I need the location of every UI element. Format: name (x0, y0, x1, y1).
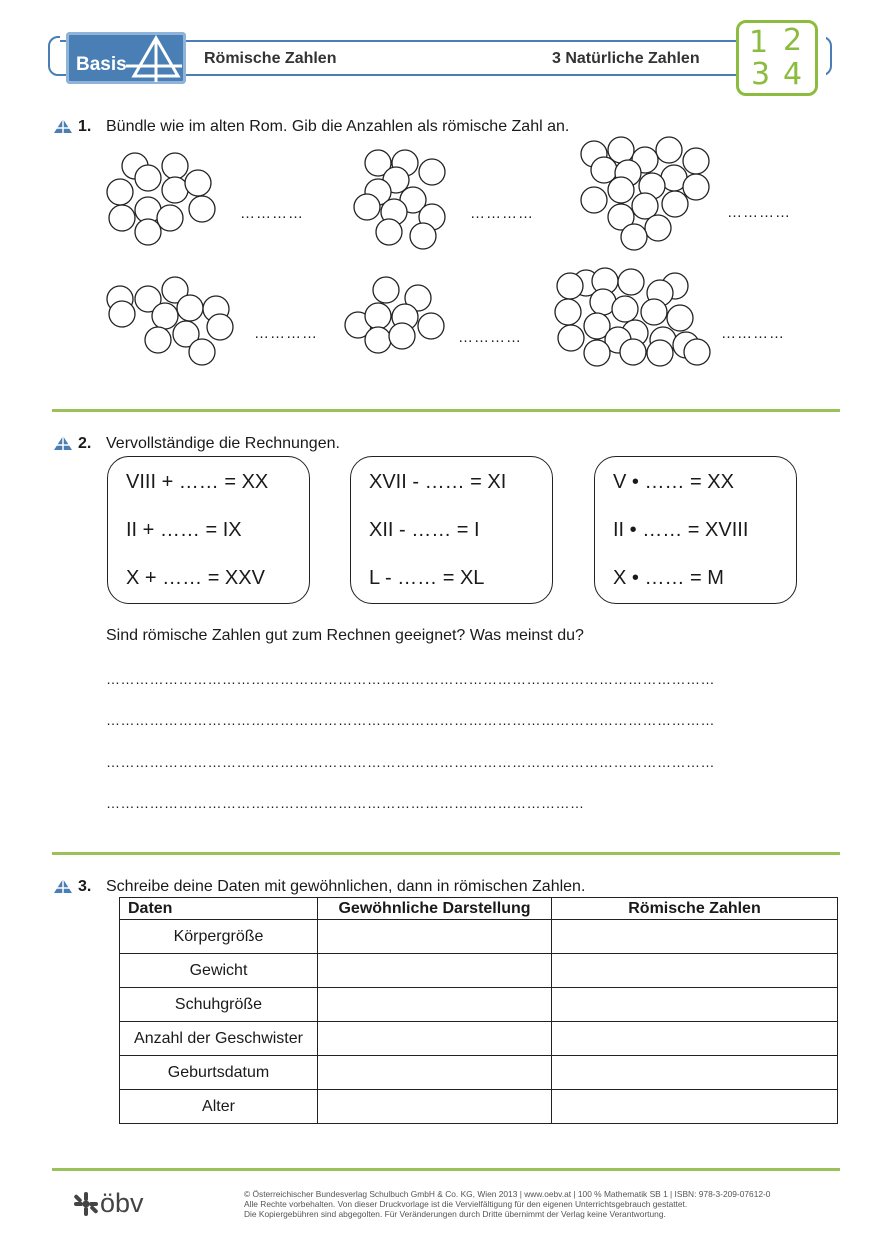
calc-line[interactable]: II + …… = IX (126, 519, 242, 541)
roman-value-cell[interactable] (552, 988, 838, 1022)
section-divider (52, 409, 840, 412)
task3-number: 3. (78, 878, 92, 895)
calc-line[interactable]: VIII + …… = XX (126, 471, 269, 493)
column-header: Gewöhnliche Darstellung (318, 898, 552, 920)
answer-blank-1[interactable]: ………… (240, 205, 304, 222)
personal-data-table (119, 897, 838, 1124)
copyright-line: Alle Rechte vorbehalten. Von dieser Druckvorlage ist die Vervielfältigung für den eigenen Unterrichtsgebrauch gestattet. (244, 1199, 688, 1209)
table-header-row (120, 898, 838, 920)
answer-blank-6[interactable]: ………… (721, 325, 785, 342)
publisher-logo: öbv (100, 1188, 144, 1218)
task3-instruction: Schreibe deine Daten mit gewöhnlichen, dann in römischen Zahlen. (106, 878, 586, 895)
table-row (120, 954, 838, 988)
table-row (120, 920, 838, 954)
circle-group-6 (555, 268, 710, 366)
normal-value-cell[interactable] (318, 920, 552, 954)
answer-blank-5[interactable]: ………… (458, 329, 522, 346)
circle-group-3 (581, 137, 709, 250)
publisher-star-icon (72, 1190, 100, 1218)
row-label: Alter (120, 1090, 318, 1124)
answer-blank-2[interactable]: ………… (470, 205, 534, 222)
task2-question: Sind römische Zahlen gut zum Rechnen geeignet? Was meinst du? (106, 627, 584, 644)
calc-box-addition (107, 456, 310, 604)
circle-group-1 (107, 153, 215, 245)
calc-box-multiplication (594, 456, 797, 604)
chapter-title: 3 Natürliche Zahlen (552, 50, 700, 67)
task1-number: 1. (78, 118, 92, 135)
normal-value-cell[interactable] (318, 988, 552, 1022)
level-label: Basis (76, 54, 127, 75)
task2-number: 2. (78, 435, 92, 452)
answer-line[interactable]: ……………………………………………………………………………………………………………… (106, 671, 715, 687)
table-row (120, 1022, 838, 1056)
row-label: Schuhgröße (120, 988, 318, 1022)
footer-divider (52, 1168, 840, 1171)
logo-digit: 1 (749, 25, 769, 60)
task1-instruction: Bündle wie im alten Rom. Gib die Anzahlen als römische Zahl an. (106, 118, 570, 135)
circle-group-2 (354, 150, 445, 249)
roman-value-cell[interactable] (552, 1090, 838, 1124)
calc-line[interactable]: V • …… = XX (613, 471, 734, 493)
logo-digit: 3 (751, 57, 771, 92)
copyright-line: Die Kopiergebühren sind abgegolten. Für Veränderungen durch Dritte übernimmt der Verlag keine Verantwortung. (244, 1209, 666, 1219)
answer-blank-3[interactable]: ………… (727, 204, 791, 221)
normal-value-cell[interactable] (318, 1056, 552, 1090)
level-triangle-icon (54, 878, 74, 894)
row-label: Anzahl der Geschwister (120, 1022, 318, 1056)
calc-line[interactable]: XVII - …… = XI (369, 471, 507, 493)
answer-line[interactable]: ……………………………………………………………………………………………………………… (106, 712, 715, 728)
circle-group-4 (107, 277, 233, 365)
task2-instruction: Vervollständige die Rechnungen. (106, 435, 340, 452)
calc-line[interactable]: XII - …… = I (369, 519, 480, 541)
table-row (120, 1090, 838, 1124)
row-label: Geburtsdatum (120, 1056, 318, 1090)
table-row (120, 988, 838, 1022)
worksheet-title: Römische Zahlen (204, 50, 337, 67)
copyright-notice (244, 1189, 770, 1219)
roman-value-cell[interactable] (552, 1022, 838, 1056)
column-header: Römische Zahlen (552, 898, 838, 920)
calc-line[interactable]: II • …… = XVIII (613, 519, 749, 541)
answer-blank-4[interactable]: ………… (254, 325, 318, 342)
calc-box-subtraction (350, 456, 553, 604)
roman-value-cell[interactable] (552, 954, 838, 988)
normal-value-cell[interactable] (318, 1022, 552, 1056)
section-divider (52, 852, 840, 855)
level-triangle-icon (54, 435, 74, 451)
logo-digit: 4 (783, 57, 803, 92)
roman-value-cell[interactable] (552, 1056, 838, 1090)
answer-line[interactable]: ……………………………………………………………………………………………………………… (106, 754, 715, 770)
normal-value-cell[interactable] (318, 1090, 552, 1124)
calc-line[interactable]: X • …… = M (613, 567, 724, 589)
calc-line[interactable]: L - …… = XL (369, 567, 485, 589)
circle-group-5 (345, 277, 444, 353)
table-row (120, 1056, 838, 1090)
answer-line[interactable]: ……………………………………………………………………………………… (106, 795, 585, 811)
copyright-line: © Österreichischer Bundesverlag Schulbuch GmbH & Co. KG, Wien 2013 | www.oebv.at | 100 % Mathematik SB 1 | ISBN: 978-3-209-07612-0 (244, 1189, 771, 1199)
column-header: Daten (120, 898, 318, 920)
logo-digit: 2 (783, 23, 803, 58)
normal-value-cell[interactable] (318, 954, 552, 988)
calc-line[interactable]: X + …… = XXV (126, 567, 265, 589)
row-label: Gewicht (120, 954, 318, 988)
roman-value-cell[interactable] (552, 920, 838, 954)
row-label: Körpergröße (120, 920, 318, 954)
